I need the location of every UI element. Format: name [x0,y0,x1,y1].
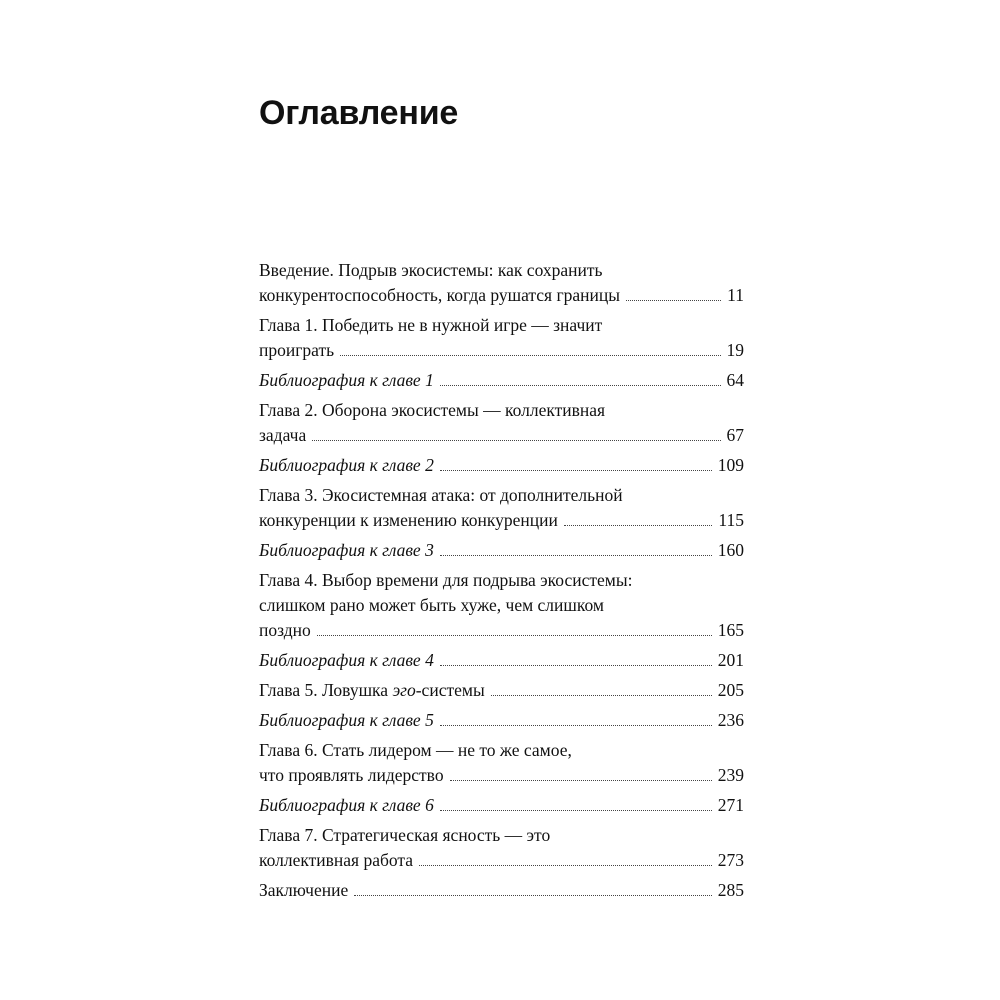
entry-title-line: Глава 3. Экосистемная атака: от дополнительной [259,485,623,505]
page-number: 239 [717,765,744,785]
entry-title-line: Глава 4. Выбор времени для подрыва экосистемы: [259,570,633,590]
table-of-contents [259,258,744,903]
entry-title-line: Библиография к главе 3 [259,540,434,560]
page-number: 273 [717,850,744,870]
page-number: 205 [717,680,744,700]
toc-entry-bibliography-2[interactable] [259,453,744,478]
dot-leader [317,634,712,636]
page-number: 11 [727,285,744,305]
toc-entry-chapter-3[interactable] [259,483,744,533]
dot-leader [440,469,712,471]
toc-entry-conclusion[interactable] [259,878,744,903]
dot-leader [440,554,712,556]
page-number: 236 [717,710,744,730]
entry-title-line: поздно [259,620,311,640]
dot-leader [491,694,712,696]
entry-title-line: задача [259,425,307,445]
entry-title-line: слишком рано может быть хуже, чем слишком [259,595,604,615]
dot-leader [312,439,720,441]
dot-leader [440,724,712,726]
entry-title-line: Глава 1. Победить не в нужной игре — значит [259,315,603,335]
toc-entry-bibliography-3[interactable] [259,538,744,563]
entry-title-line: что проявлять лидерство [259,765,444,785]
entry-title-line: Библиография к главе 4 [259,650,434,670]
dot-leader [419,864,712,866]
toc-entry-introduction[interactable] [259,258,744,308]
entry-title-emphasis: эго [392,680,416,700]
toc-entry-bibliography-6[interactable] [259,793,744,818]
toc-entry-chapter-5[interactable] [259,678,744,703]
entry-title-line: Библиография к главе 6 [259,795,434,815]
toc-entry-chapter-6[interactable] [259,738,744,788]
toc-entry-chapter-2[interactable] [259,398,744,448]
toc-entry-bibliography-5[interactable] [259,708,744,733]
dot-leader [440,384,721,386]
entry-title-line: Заключение [259,880,349,900]
dot-leader [340,354,720,356]
page-number: 67 [726,425,744,445]
toc-entry-bibliography-4[interactable] [259,648,744,673]
page-number: 109 [717,455,744,475]
dot-leader [440,809,712,811]
entry-title-line: конкуренции к изменению конкуренции [259,510,558,530]
entry-title-line: коллективная работа [259,850,414,870]
dot-leader [440,664,712,666]
entry-title-line: проиграть [259,340,335,360]
page-number: 201 [717,650,744,670]
entry-title-part: -системы [415,680,485,700]
toc-entry-chapter-4[interactable] [259,568,744,643]
entry-title-line: Глава 6. Стать лидером — не то же самое, [259,740,572,760]
entry-title-line [259,678,485,703]
page-number: 271 [717,795,744,815]
page-title: Оглавление [259,94,459,132]
dot-leader [564,524,713,526]
page-number: 115 [718,510,744,530]
dot-leader [354,894,712,896]
entry-title-part: Глава 5. Ловушка [259,680,393,700]
page-number: 19 [726,340,744,360]
page-number: 285 [717,880,744,900]
entry-title-line: Глава 2. Оборона экосистемы — коллективная [259,400,606,420]
entry-title-line: конкурентоспособность, когда рушатся границы [259,285,621,305]
entry-title-line: Глава 7. Стратегическая ясность — это [259,825,551,845]
entry-title-line: Библиография к главе 2 [259,455,434,475]
dot-leader [626,299,721,301]
page-number: 165 [717,620,744,640]
entry-title-line: Введение. Подрыв экосистемы: как сохранить [259,260,603,280]
page-number: 64 [726,370,744,390]
page-number: 160 [717,540,744,560]
toc-entry-chapter-7[interactable] [259,823,744,873]
toc-entry-bibliography-1[interactable] [259,368,744,393]
entry-title-line: Библиография к главе 1 [259,370,434,390]
toc-entry-chapter-1[interactable] [259,313,744,363]
entry-title-line: Библиография к главе 5 [259,710,434,730]
dot-leader [450,779,712,781]
